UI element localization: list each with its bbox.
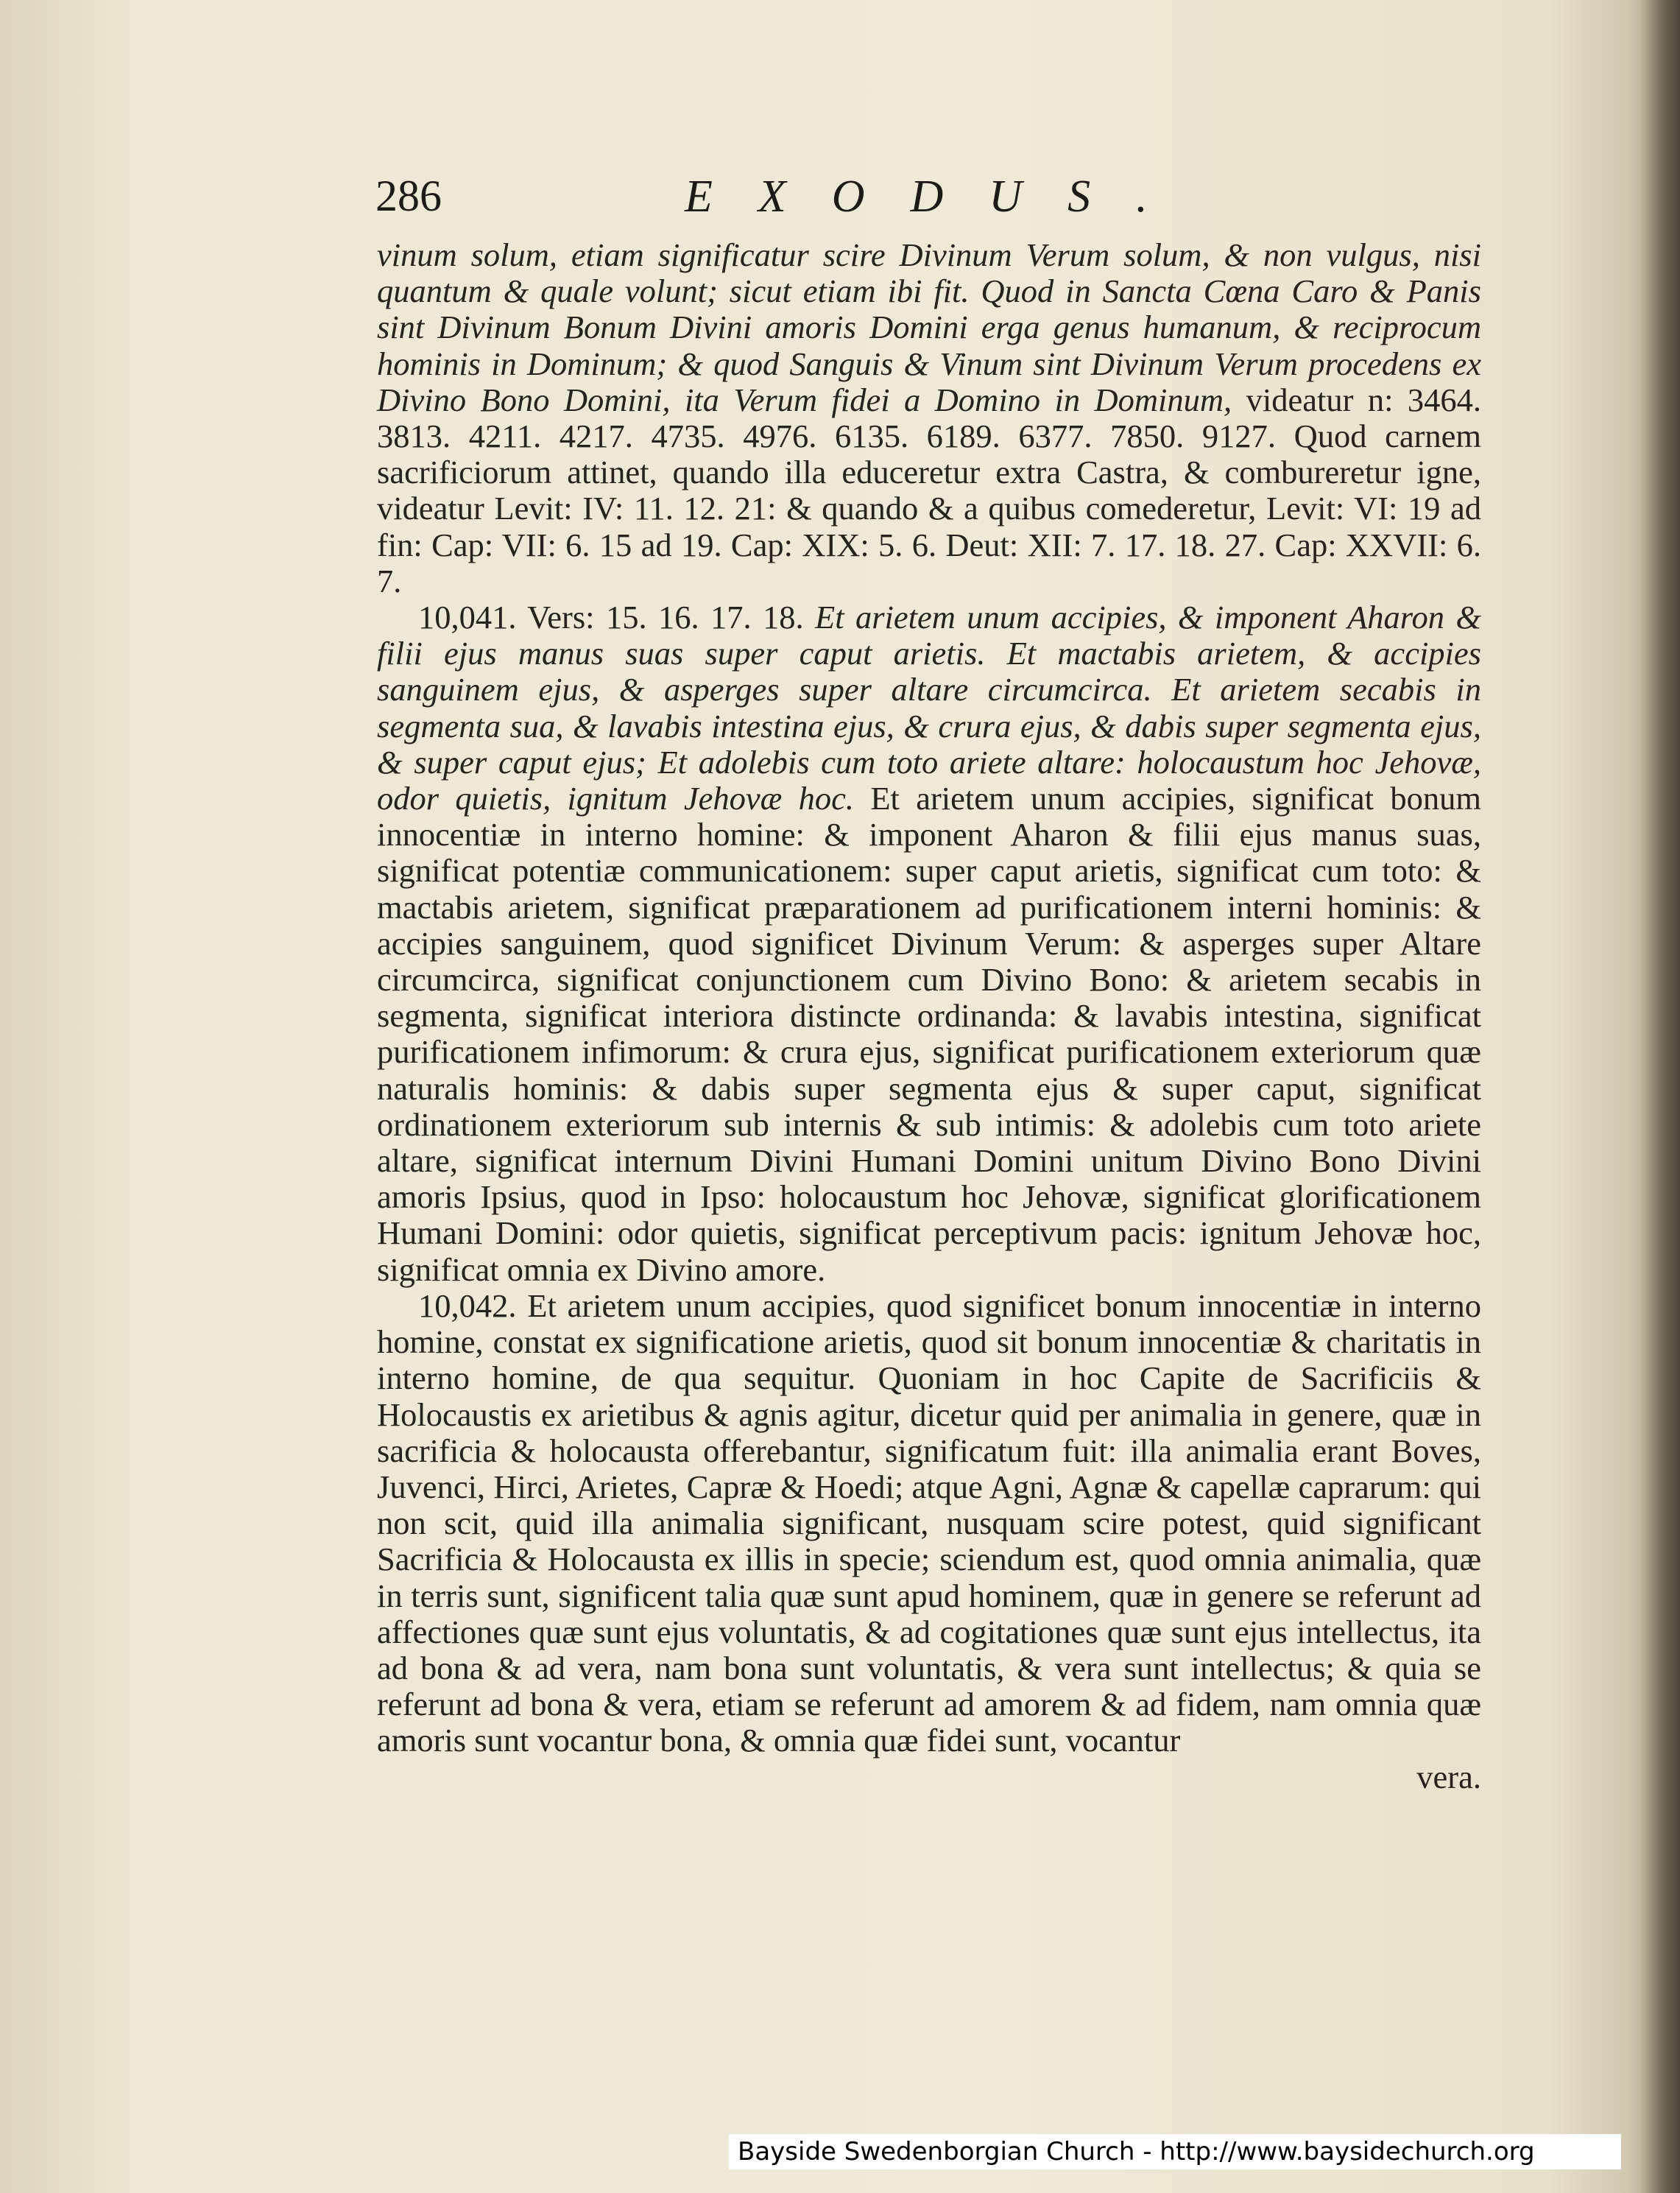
footer-credit: Bayside Swedenborgian Church - http://www.baysidechurch.org: [729, 2134, 1621, 2169]
paragraph-10041-verse: Et arietem unum accipies, & imponent Aharon & filii ejus manus suas super caput arietis. Et mactabis arietem, & accipies sanguinem ejus, & asperges super altare circumcirca. Et arietem secabis in segmenta sua, & lavabis intestina ejus, & crura ejus, & dabis super segmenta ejus, & super caput ejus; Et adolebis cum toto ariete altare: holocaustum hoc Jehovæ, odor quietis, ignitum Jehovæ hoc.: [377, 599, 1481, 817]
running-title: EXODUS.: [685, 172, 1193, 222]
paragraph-10042: 10,042. Et arietem unum accipies, quod significet bonum innocentiæ in interno homine, constat ex significatione arietis, quod sit bonum innocentiæ & charitatis in interno homine, de qua sequitur. Quoniam in hoc Capite de Sacrificiis & Holocaustis ex arietibus & agnis agitur, dicetur quid per animalia in genere, quæ in sacrificia & holocausta offerebantur, significatum fuit: illa animalia erant Boves, Juvenci, Hirci, Arietes, Capræ & Hoedi; atque Agni, Agnæ & capellæ caprarum: qui non scit, quid illa animalia significant, nusquam scire potest, quid significant Sacrificia & Holocausta ex illis in specie; sciendum est, quod omnia animalia, quæ in terris sunt, significent talia quæ sunt apud hominem, quæ in genere se referunt ad affectiones quæ sunt ejus voluntatis, & ad cogitationes quæ sunt ejus intellectus, ita ad bona & ad vera, nam bona sunt voluntatis, & vera sunt intellectus; & quia se referunt ad bona & vera, etiam se referunt ad amorem & ad fidem, nam omnia quæ amoris sunt vocantur bona, & omnia quæ fidei sunt, vocantur: [377, 1286, 1481, 1759]
paragraph-10041: [377, 599, 1481, 1288]
body-text: [377, 237, 1481, 1795]
paragraph-10041-number: 10,041. Vers: 15. 16. 17. 18.: [418, 599, 816, 636]
book-spine: [1642, 0, 1680, 2193]
page-number: 286: [375, 172, 442, 220]
paragraph-10042-end: vera.: [1416, 1758, 1481, 1795]
paragraph-1: [377, 237, 1481, 599]
paragraph-1-roman: videatur n: 3464. 3813. 4211. 4217. 4735. 4976. 6135. 6189. 6377. 7850. 9127. Quod carnem sacrificiorum attinet, quando illa educeretur extra Castra, & combureretur igne, videatur Levit: IV: 11. 12. 21: & quando & a quibus comederetur, Levit: VI: 19 ad fin: Cap: VII: 6. 15 ad 19. Cap: XIX: 5. 6. Deut: XII: 7. 17. 18. 27. Cap: XXVII: 6. 7.: [377, 381, 1481, 599]
paragraph-1-italic: vinum solum, etiam significatur scire Divinum Verum solum, & non vulgus, nisi quantum & quale volunt; sicut etiam ibi fit. Quod in Sancta Cœna Caro & Panis sint Divinum Bonum Divini amoris Domini erga genus humanum, & reciprocum hominis in Dominum; & quod Sanguis & Vinum sint Divinum Verum procedens ex Divino Bono Domini, ita Verum fidei a Domino in Dominum,: [377, 236, 1481, 418]
page-header: [375, 171, 1480, 230]
paragraph-10041-exposition: Et arietem unum accipies, significat bonum innocentiæ in interno homine: & imponent Aharon & filii ejus manus suas, significat potentiæ communicationem: super caput arietis, significat cum toto: & mactabis arietem, significat præparationem ad purificationem interni hominis: & accipies sanguinem, quod significet Divinum Verum: & asperges super Altare circumcirca, significat conjunctionem cum Divino Bono: & arietem secabis in segmenta, significat interiora distincte ordinanda: & lavabis intestina, significat purificationem infimorum: & crura ejus, significat purificationem exteriorum quæ naturalis hominis: & dabis super segmenta ejus & super caput, significat ordinationem exteriorum sub internis & sub intimis: & adolebis cum toto ariete altare, significat internum Divini Humani Domini unitum Divino Bono Divini amoris Ipsius, quod in Ipso: holocaustum hoc Jehovæ, significat glorificationem Humani Domini: odor quietis, significat perceptivum pacis: ignitum Jehovæ hoc, significat omnia ex Divino amore.: [377, 780, 1481, 1288]
